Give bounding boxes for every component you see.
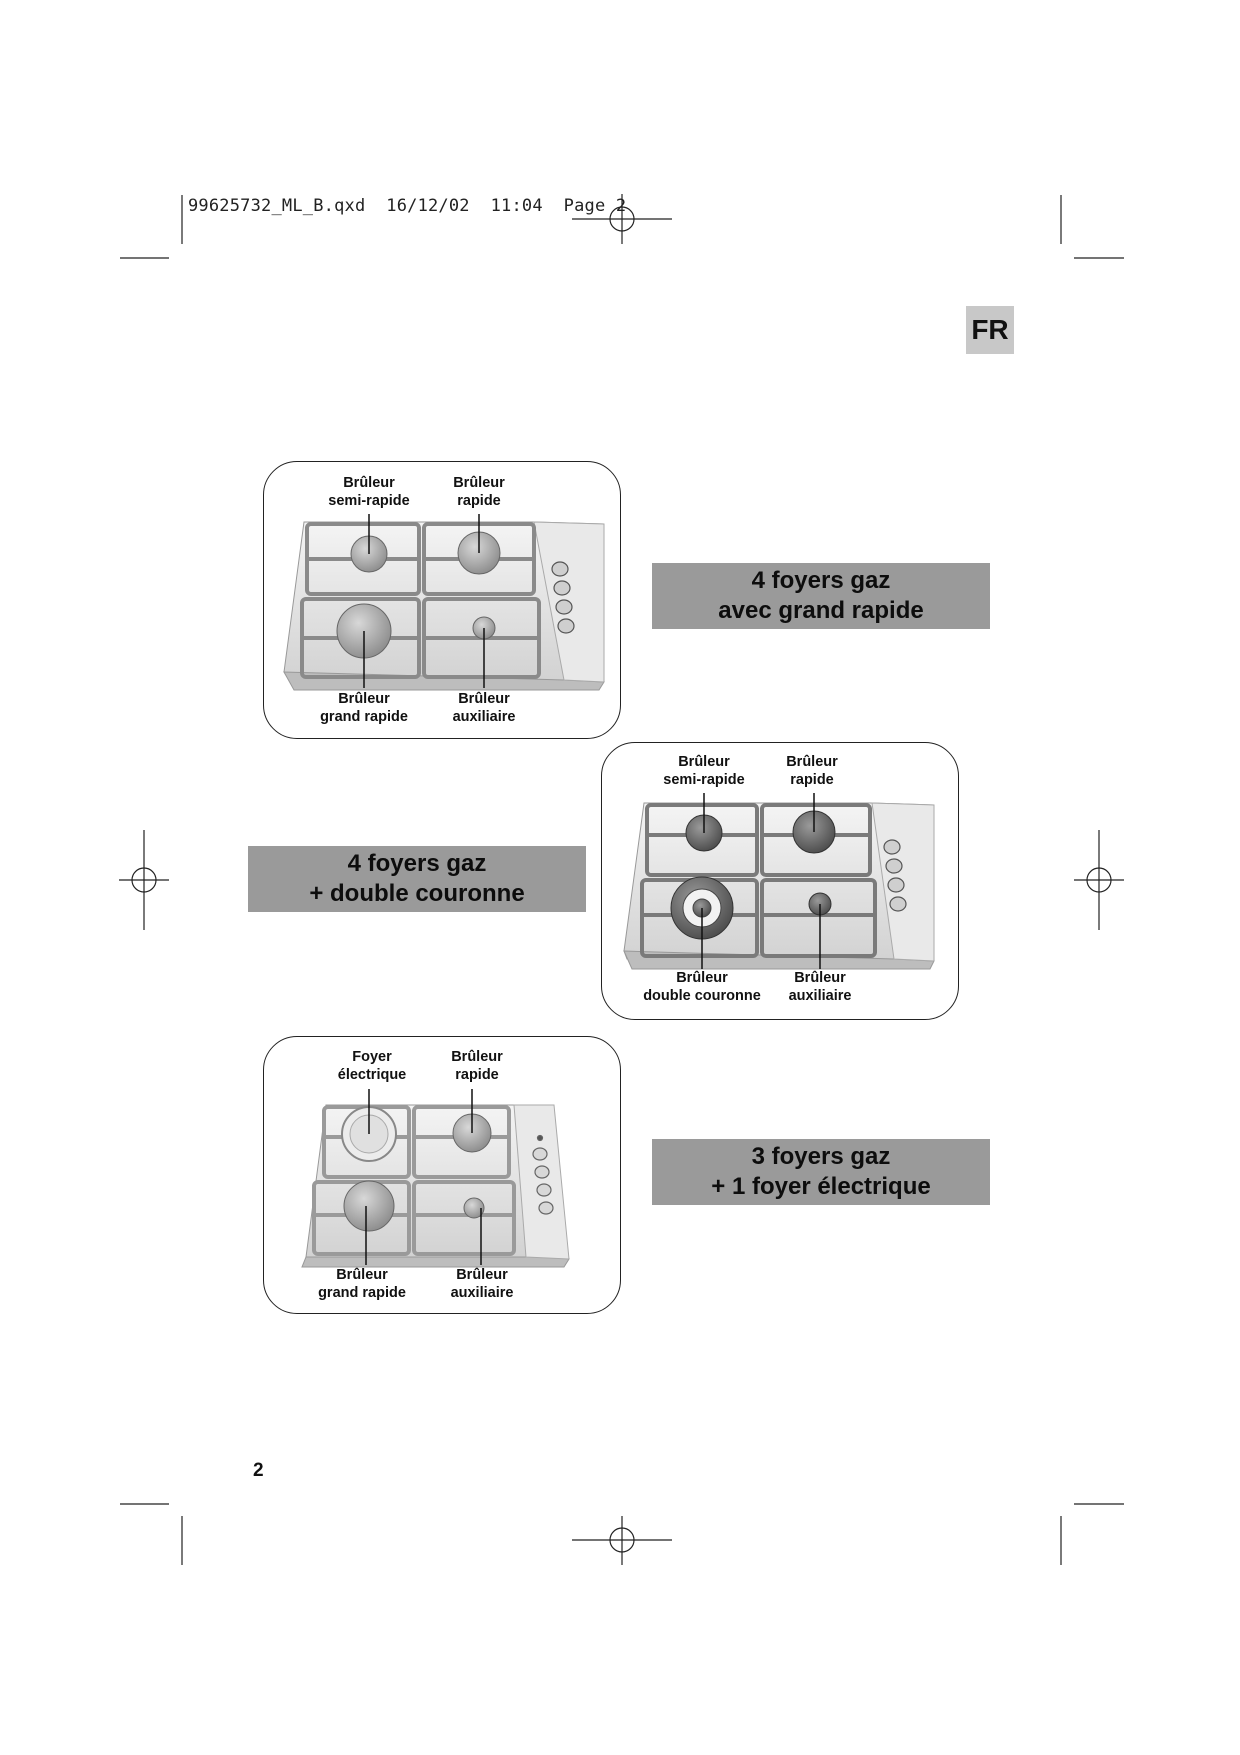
label-foyer-electrique: Foyer électrique bbox=[337, 1049, 407, 1083]
label-semi-rapide-burner: Brûleur semi-rapide bbox=[663, 754, 745, 788]
label-double-couronne-burner: Brûleur double couronne bbox=[643, 970, 761, 1004]
label-rapide-burner: Brûleur rapide bbox=[451, 1049, 503, 1083]
language-tab: FR bbox=[966, 306, 1014, 354]
hob-diagram-2 bbox=[601, 742, 959, 1020]
label-grand-rapide-burner: Brûleur grand rapide bbox=[320, 691, 408, 725]
print-slug: 99625732_ML_B.qxd 16/12/02 11:04 Page 2 bbox=[188, 196, 627, 216]
hob-diagram-3 bbox=[263, 1036, 621, 1314]
label-auxiliaire-burner: Brûleur auxiliaire bbox=[788, 970, 852, 1004]
label-semi-rapide-burner: Brûleur semi-rapide bbox=[328, 475, 410, 509]
label-auxiliaire-burner: Brûleur auxiliaire bbox=[450, 1267, 514, 1301]
label-rapide-burner: Brûleur rapide bbox=[786, 754, 838, 788]
banner-3-foyers-electrique: 3 foyers gaz + 1 foyer électrique bbox=[652, 1139, 990, 1205]
page-number: 2 bbox=[253, 1460, 264, 1481]
label-rapide-burner: Brûleur rapide bbox=[453, 475, 505, 509]
hob-diagram-1 bbox=[263, 461, 621, 739]
banner-4-foyers-grand-rapide: 4 foyers gaz avec grand rapide bbox=[652, 563, 990, 629]
label-auxiliaire-burner: Brûleur auxiliaire bbox=[452, 691, 516, 725]
label-grand-rapide-burner: Brûleur grand rapide bbox=[318, 1267, 406, 1301]
banner-4-foyers-double-couronne: 4 foyers gaz + double couronne bbox=[248, 846, 586, 912]
